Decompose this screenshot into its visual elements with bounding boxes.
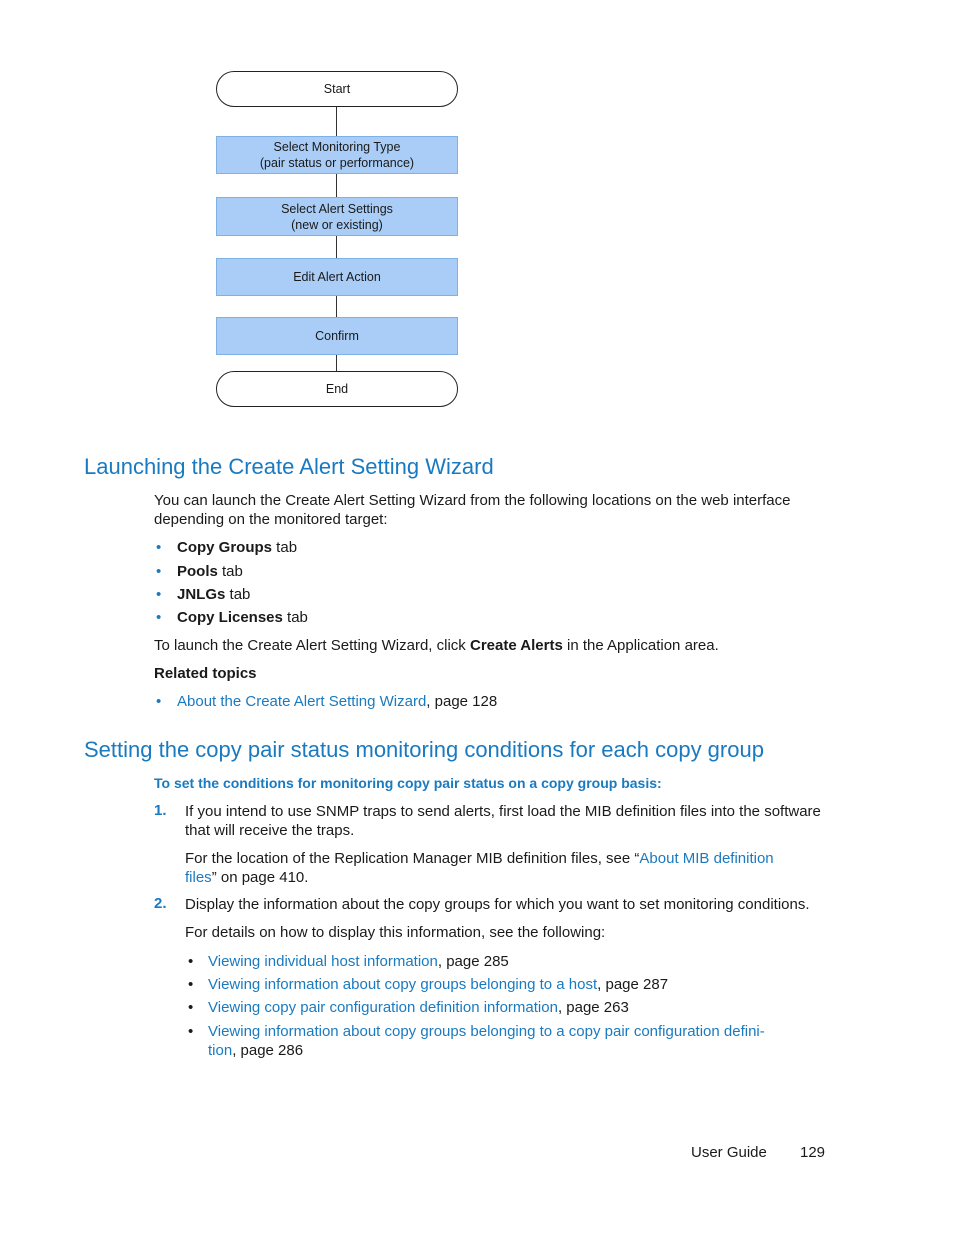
- flow-step-edit-alert-action: [216, 258, 458, 296]
- viewing-config-definition-link[interactable]: Viewing copy pair configuration definition information: [208, 999, 558, 1016]
- tab-name: Pools: [177, 563, 218, 580]
- reference-item: [208, 998, 629, 1017]
- note-text-end: ” on page 410.: [211, 869, 309, 886]
- step-2-text: Display the information about the copy groups for which you want to set monitoring conditions.: [185, 896, 810, 913]
- connector-line: [336, 353, 337, 371]
- footer-page-number: 129: [800, 1144, 826, 1161]
- page-reference: , page 285: [437, 953, 509, 970]
- page-reference: , page 128: [426, 693, 498, 710]
- related-topics-heading: [154, 664, 834, 683]
- bullet-icon: •: [188, 953, 194, 970]
- bullet-icon: •: [188, 976, 194, 993]
- step-number: 2.: [154, 895, 167, 912]
- bullet-icon: •: [188, 999, 194, 1016]
- flow-start-label: Start: [323, 82, 351, 96]
- related-topic-item: [177, 692, 497, 711]
- flow-step-sublabel: (pair status or performance): [259, 156, 415, 170]
- flow-step-sublabel: (new or existing): [291, 217, 383, 232]
- tab-suffix: tab: [225, 586, 251, 603]
- tab-name: Copy Groups: [177, 539, 273, 556]
- list-item: [156, 608, 161, 627]
- reference-item: [208, 1022, 765, 1060]
- connector-line: [336, 294, 337, 317]
- flow-step-label: Select Alert Settings: [281, 201, 393, 216]
- list-item-jnlgs: [177, 585, 250, 604]
- tab-name: Copy Licenses: [177, 609, 283, 626]
- page-reference: , page 287: [597, 976, 669, 993]
- page-reference: , page 286: [232, 1042, 304, 1059]
- create-alerts-label: Create Alerts: [469, 637, 563, 654]
- viewing-host-info-link[interactable]: Viewing individual host information: [208, 953, 438, 970]
- reference-item: [208, 975, 668, 994]
- related-topics-label: Related topics: [154, 665, 257, 682]
- launch-text-end: in the Application area.: [562, 637, 719, 654]
- about-wizard-link[interactable]: About the Create Alert Setting Wizard: [177, 693, 427, 710]
- flow-end: [216, 371, 458, 407]
- flow-step-confirm: [216, 317, 458, 355]
- reference-item: [208, 952, 509, 971]
- launch-instruction: [154, 636, 834, 655]
- step-1-note: [185, 849, 795, 887]
- connector-line: [336, 106, 337, 136]
- connector-line: [336, 172, 337, 197]
- list-item-pools: [177, 562, 243, 581]
- bullet-icon: •: [156, 609, 162, 626]
- viewing-copy-groups-host-link[interactable]: Viewing information about copy groups belonging to a host: [208, 976, 598, 993]
- flow-step-label: Confirm: [315, 329, 359, 343]
- step-number: 1.: [154, 802, 167, 819]
- viewing-copy-groups-config-link[interactable]: Viewing information about copy groups belonging to a copy pair configuration defini-: [208, 1023, 765, 1040]
- bullet-icon: •: [188, 1023, 194, 1040]
- step-1-text: If you intend to use SNMP traps to send alerts, first load the MIB definition files into the software that will receive the traps.: [185, 803, 821, 839]
- bullet-icon: •: [156, 693, 162, 710]
- list-item-copy-licenses: [177, 608, 308, 627]
- list-item: [156, 585, 161, 604]
- section-heading-copy-pair-monitoring: Setting the copy pair status monitoring conditions for each copy group: [84, 737, 764, 762]
- flow-step-select-alert-settings: [216, 197, 458, 236]
- list-item: [188, 998, 193, 1017]
- page-reference: , page 263: [557, 999, 629, 1016]
- list-item: [188, 1022, 193, 1041]
- intro-paragraph: You can launch the Create Alert Setting Wizard from the following locations on the web interface depending on the monitored target:: [154, 492, 791, 528]
- list-item: [188, 975, 193, 994]
- flow-step-select-monitoring-type: [216, 136, 458, 174]
- flow-step-label: Select Monitoring Type: [273, 140, 401, 154]
- tab-suffix: tab: [217, 563, 243, 580]
- note-text: For the location of the Replication Manager MIB definition files, see “: [185, 850, 640, 867]
- list-item-copy-groups: [177, 538, 297, 557]
- list-item: [156, 562, 161, 581]
- flow-end-label: End: [325, 382, 349, 396]
- connector-line: [336, 234, 337, 258]
- flow-start: [216, 71, 458, 107]
- launch-text: To launch the Create Alert Setting Wizard, click: [154, 637, 470, 654]
- bullet-icon: •: [156, 539, 162, 556]
- step-2-note: For details on how to display this information, see the following:: [185, 924, 606, 941]
- mib-definition-files-link[interactable]: About MIB definition files: [185, 850, 774, 886]
- bullet-icon: •: [156, 563, 162, 580]
- list-item: [188, 952, 193, 971]
- tab-suffix: tab: [282, 609, 308, 626]
- tab-name: JNLGs: [177, 586, 226, 603]
- footer-guide-title: User Guide: [691, 1144, 767, 1161]
- tab-suffix: tab: [272, 539, 298, 556]
- viewing-copy-groups-config-link-cont[interactable]: tion: [208, 1042, 233, 1059]
- procedure-title: To set the conditions for monitoring copy pair status on a copy group basis:: [154, 775, 662, 791]
- list-item: [156, 692, 161, 711]
- list-item: [156, 538, 161, 557]
- bullet-icon: •: [156, 586, 162, 603]
- flow-step-label: Edit Alert Action: [293, 270, 381, 284]
- section-heading-launching-wizard: Launching the Create Alert Setting Wizard: [84, 454, 494, 479]
